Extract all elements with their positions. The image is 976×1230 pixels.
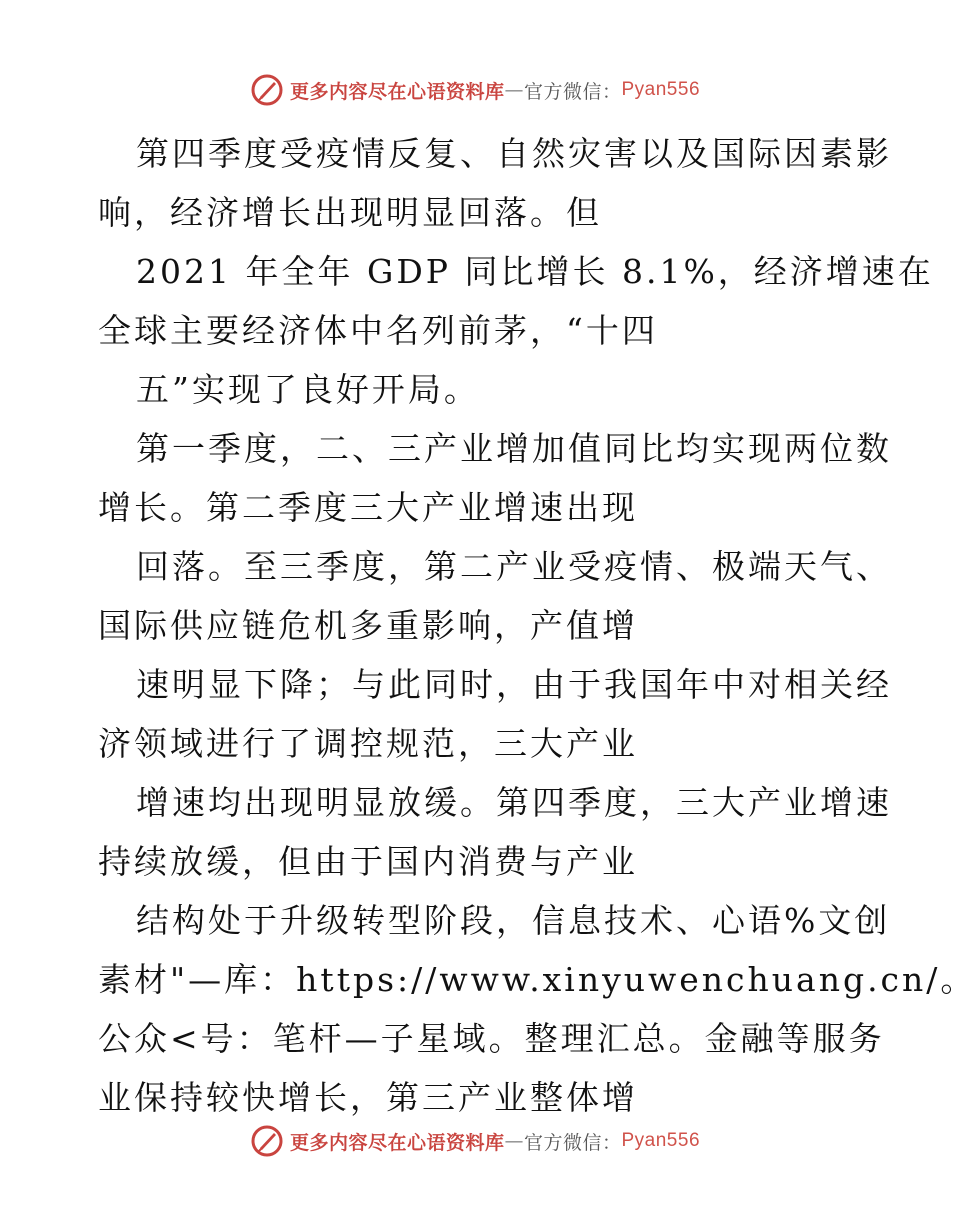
watermark-separator: — (504, 79, 524, 101)
watermark-account: Pyan556 (621, 79, 701, 100)
header-watermark (0, 70, 950, 110)
text-line: 素材"—库：https://www.xinyuwenchuang.cn/。 (98, 960, 976, 999)
text-line: 国际供应链危机多重影响，产值增 (98, 606, 638, 645)
watermark-account: Pyan556 (621, 1130, 701, 1151)
text-line: 速明显下降；与此同时，由于我国年中对相关经 (136, 665, 892, 704)
text-line: 第四季度受疫情反复、自然灾害以及国际因素影 (136, 134, 892, 173)
text-line: 业保持较快增长，第三产业整体增 (98, 1078, 638, 1117)
text-line: 五”实现了良好开局。 (136, 370, 480, 409)
footer-watermark (0, 1121, 950, 1161)
quill-logo-icon (250, 1124, 284, 1158)
text-line: 响，经济增长出现明显回落。但 (98, 193, 602, 232)
watermark-prefix: 更多内容尽在心语资料库 (289, 1131, 505, 1154)
watermark-official: 官方微信： (523, 80, 622, 103)
text-line: 全球主要经济体中名列前茅，“十四 (98, 311, 658, 350)
text-line: 2021 年全年 GDP 同比增长 8.1%，经济增速在 (136, 252, 934, 291)
text-line: 持续放缓，但由于国内消费与产业 (98, 842, 638, 881)
text-line: 第一季度，二、三产业增加值同比均实现两位数 (136, 429, 892, 468)
quill-logo-icon (250, 73, 284, 107)
watermark-separator: — (504, 1130, 524, 1152)
text-line: 增长。第二季度三大产业增速出现 (98, 488, 638, 527)
document-body (98, 124, 976, 1127)
text-line: 结构处于升级转型阶段，信息技术、心语%文创 (136, 901, 891, 940)
text-line: 回落。至三季度，第二产业受疫情、极端天气、 (136, 547, 892, 586)
text-line: 公众<号：笔杆—子星域。整理汇总。金融等服务 (98, 1019, 885, 1058)
watermark-prefix: 更多内容尽在心语资料库 (289, 80, 505, 103)
text-line: 增速均出现明显放缓。第四季度，三大产业增速 (136, 783, 892, 822)
watermark-official: 官方微信： (523, 1131, 622, 1154)
text-line: 济领域进行了调控规范，三大产业 (98, 724, 638, 763)
